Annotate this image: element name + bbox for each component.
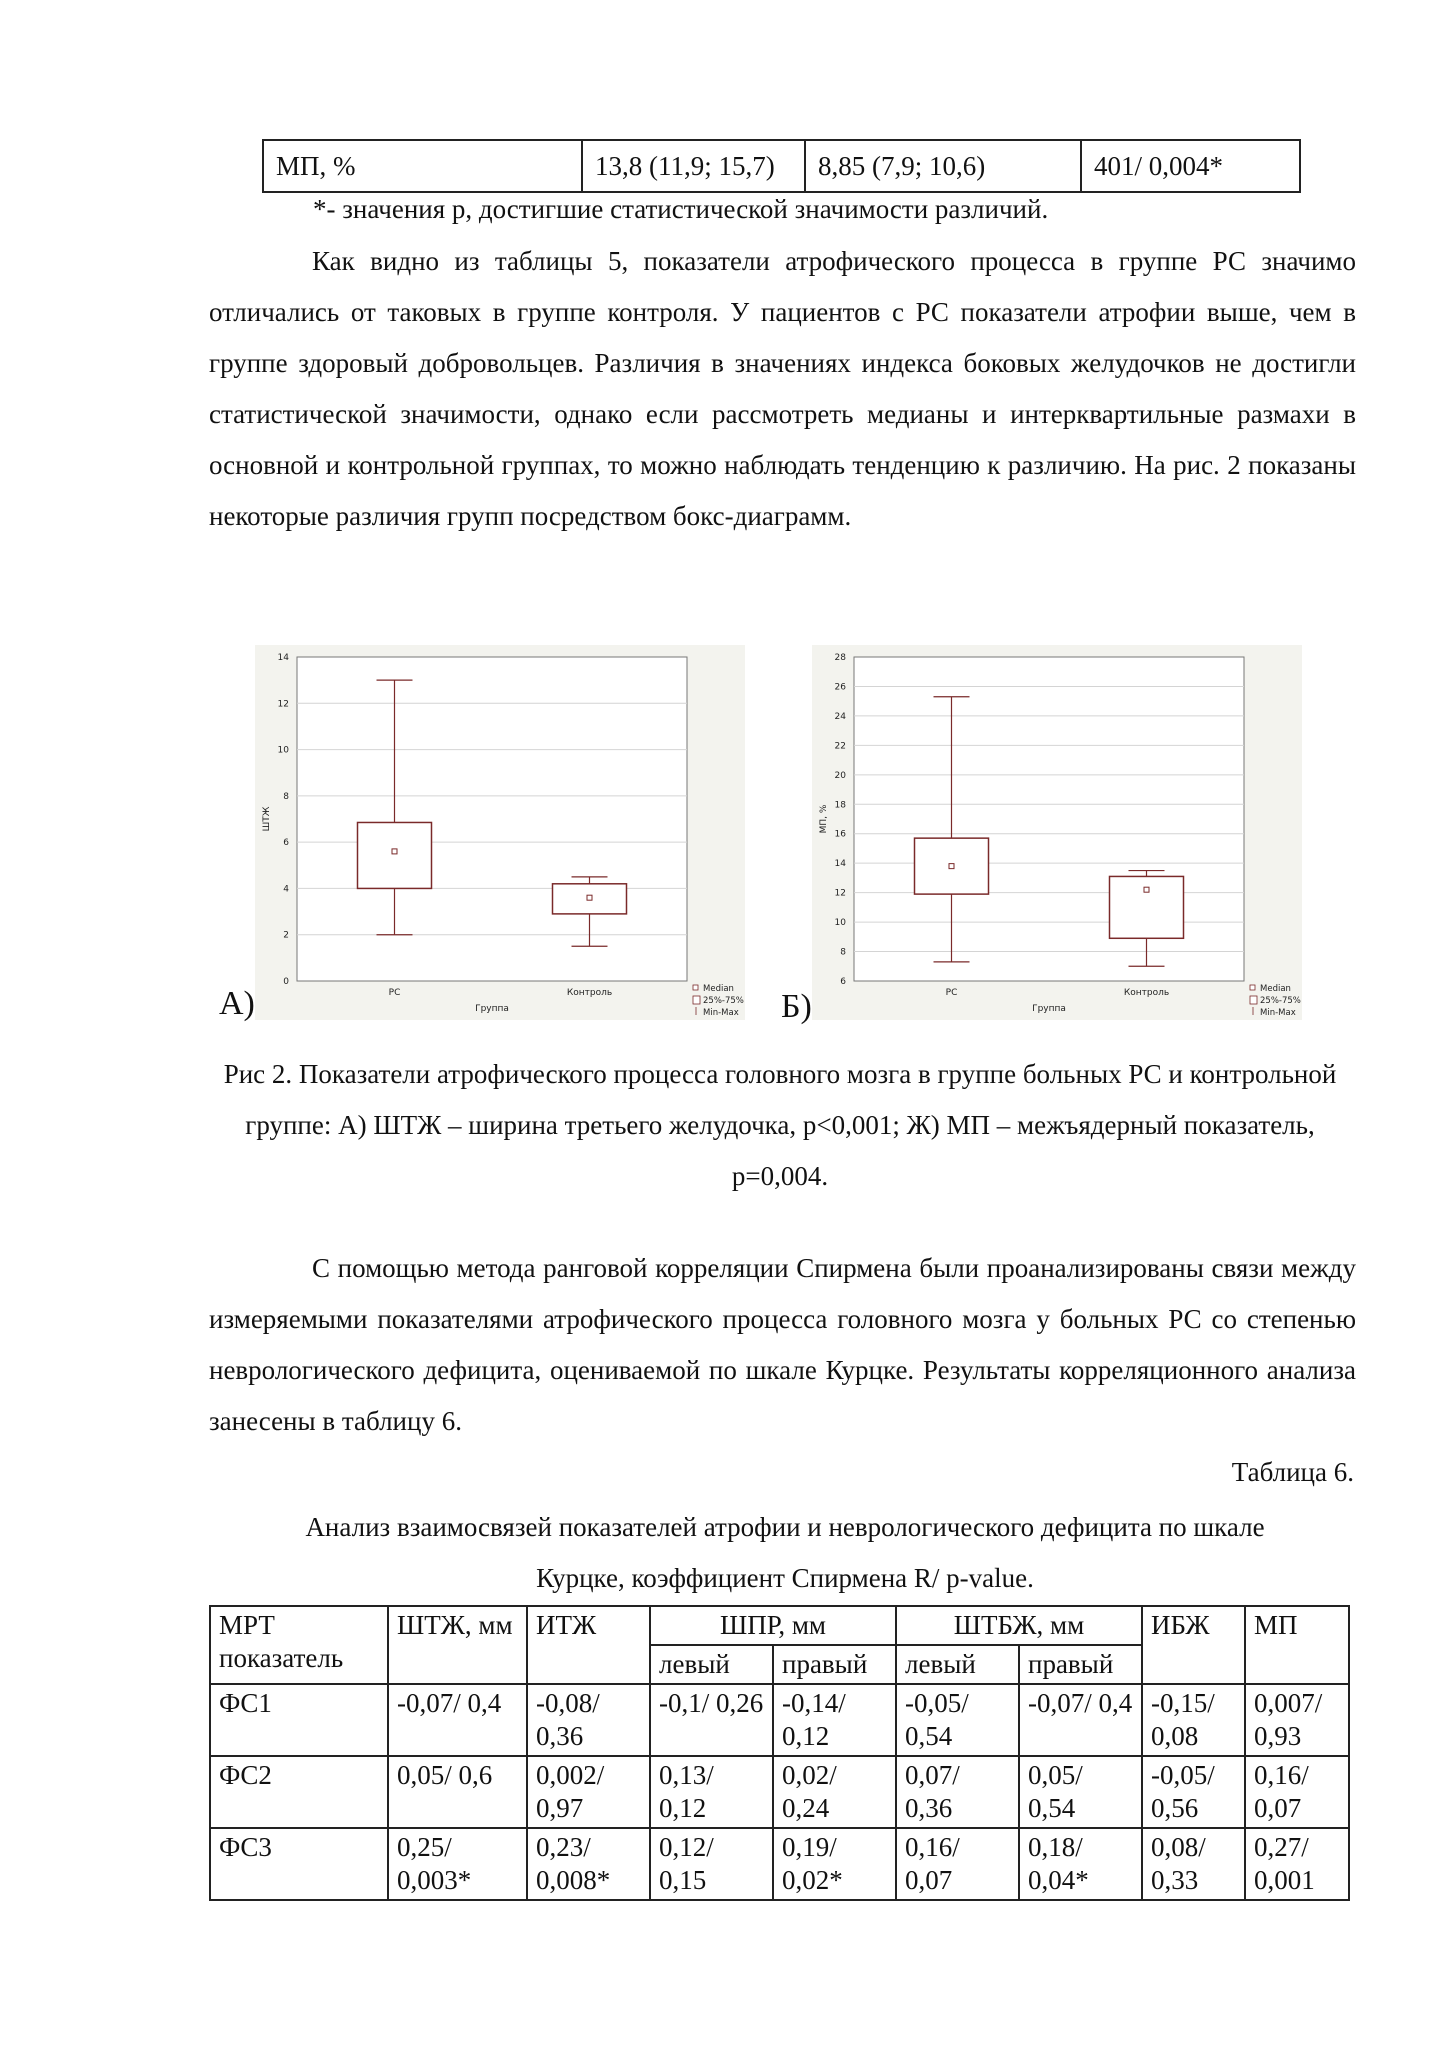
header-itzh: ИТЖ [527,1606,650,1684]
table5-last-row [262,139,1301,193]
figure-panel-a [255,645,745,1020]
legend-iqr: 25%-75% [1260,996,1301,1006]
header-ibzh: ИБЖ [1142,1606,1245,1684]
table-body [210,1684,1349,1900]
plot-area [854,657,1244,981]
table-cell: -0,05/ 0,56 [1142,1756,1245,1828]
row-label: ФС1 [210,1684,388,1756]
median-marker [949,864,954,869]
panel-a-label: А) [219,985,255,1022]
y-tick-label: 24 [834,711,846,722]
median-marker [587,895,592,900]
header-mp: МП [1245,1606,1349,1684]
table-row [210,1756,1349,1828]
y-tick-label: 4 [283,884,289,895]
iqr-box [1110,876,1184,938]
y-tick-label: 6 [840,977,846,987]
y-axis-label: МП, % [819,804,829,834]
table-cell: 0,05/ 0,54 [1019,1756,1142,1828]
table-number: Таблица 6. [1231,1457,1354,1487]
paragraph-1-text: Как видно из таблицы 5, показатели атрофического процесса в группе РС значимо отличались от таковых в группе контроля. У пациентов с РС показатели атрофии выше, чем в группе здоровый добровольцев. Различия в значениях индекса боковых желудочков не достигли статистической значимости, однако если рассмотреть медианы и интерквартильные размахи в основной и контрольной группах, то можно наблюдать тенденцию к различию. На рис. 2 показаны некоторые различия групп посредством бокс-диаграмм. [209,246,1356,531]
median-marker [392,849,397,854]
legend-iqr: 25%-75% [703,996,744,1006]
legend-iqr-swatch [693,996,700,1004]
x-tick-label: Контроль [566,988,613,998]
y-tick-label: 10 [834,918,846,929]
x-tick-label: РС [945,988,958,998]
x-axis-label: Группа [475,1004,509,1014]
y-tick-label: 26 [834,682,846,693]
figure-panel-b [812,645,1302,1020]
legend-minmax: Min-Max [1260,1008,1296,1018]
table-cell: -0,07/ 0,4 [1019,1684,1142,1756]
y-tick-label: 14 [834,859,846,870]
row-label: ФС2 [210,1756,388,1828]
table-cell: 0,05/ 0,6 [388,1756,527,1828]
panel-b-label: Б) [781,988,812,1025]
table-cell: 0,19/ 0,02* [773,1828,896,1900]
y-tick-label: 2 [283,930,289,941]
y-tick-label: 12 [277,699,289,710]
header-shtbzh: ШТБЖ, мм [896,1606,1142,1645]
y-tick-label: 18 [834,800,846,811]
table-cell: -0,15/ 0,08 [1142,1684,1245,1756]
y-tick-label: 8 [283,791,289,802]
legend-iqr-swatch [1250,996,1257,1004]
legend-minmax: Min-Max [703,1008,739,1018]
paragraph-1 [209,236,1356,542]
table-cell: 0,18/ 0,04* [1019,1828,1142,1900]
legend-median-swatch [1250,985,1255,990]
figure-caption: Рис 2. Показатели атрофического процесса головного мозга в группе больных РС и контрольной группе: А) ШТЖ – ширина третьего желудочка, р<0,001; Ж) МП – межъядерный показатель, р=0,004. [223,1059,1337,1191]
y-tick-label: 28 [834,653,846,663]
y-tick-label: 6 [283,838,289,849]
table-cell: 13,8 (11,9; 15,7) [582,140,805,192]
boxplot-chart-b [812,645,1302,1020]
legend-median: Median [1260,984,1291,994]
table-footnote: *- значения р, достигшие статистической значимости различий. [313,194,1049,224]
plot-area [297,657,687,981]
table-cell: 0,25/ 0,003* [388,1828,527,1900]
table-title: Анализ взаимосвязей показателей атрофии и неврологического дефицита по шкале Курцке, коэффициент Спирмена R/ p-value. [305,1512,1265,1593]
table-cell: 0,07/ 0,36 [896,1756,1019,1828]
x-tick-label: Контроль [1123,988,1170,998]
table-cell: 0,002/ 0,97 [527,1756,650,1828]
y-tick-label: 14 [277,653,289,663]
boxplot-chart-a [255,645,745,1020]
y-axis-label: ШТЖ [262,806,272,832]
y-tick-label: 8 [840,947,846,958]
iqr-box [358,822,432,888]
y-tick-label: 0 [283,977,289,987]
header-shtbzh-left: левый [896,1645,1019,1684]
table-cell: 0,12/ 0,15 [650,1828,773,1900]
table-cell: 0,13/ 0,12 [650,1756,773,1828]
legend-median-swatch [693,985,698,990]
table-cell: -0,14/ 0,12 [773,1684,896,1756]
median-marker [1144,887,1149,892]
table-row [210,1828,1349,1900]
legend-median: Median [703,984,734,994]
table-cell: 0,16/ 0,07 [896,1828,1019,1900]
paragraph-2-text: С помощью метода ранговой корреляции Спирмена были проанализированы связи между измеряемыми показателями атрофического процесса головного мозга у больных РС со степенью неврологического дефицита, оцениваемой по шкале Курцке. Результаты корреляционного анализа занесены в таблицу 6. [209,1253,1356,1436]
table-cell: 401/ 0,004* [1081,140,1300,192]
table-cell: -0,07/ 0,4 [388,1684,527,1756]
header-shpr: ШПР, мм [650,1606,896,1645]
paragraph-2 [209,1243,1356,1447]
table-row [210,1684,1349,1756]
header-shpr-left: левый [650,1645,773,1684]
table-cell: МП, % [263,140,582,192]
table-cell: 0,02/ 0,24 [773,1756,896,1828]
table-cell: 0,007/ 0,93 [1245,1684,1349,1756]
table-cell: -0,1/ 0,26 [650,1684,773,1756]
x-axis-label: Группа [1032,1004,1066,1014]
table-cell: -0,05/ 0,54 [896,1684,1019,1756]
y-tick-label: 22 [834,741,846,752]
y-tick-label: 16 [834,829,846,840]
table-cell: 0,27/ 0,001 [1245,1828,1349,1900]
row-label: ФС3 [210,1828,388,1900]
table-header-row [210,1606,1349,1645]
table-row [263,140,1300,192]
header-shtbzh-right: правый [1019,1645,1142,1684]
table-cell: 8,85 (7,9; 10,6) [805,140,1081,192]
header-mrt: МРТ показатель [210,1606,388,1684]
y-tick-label: 12 [834,888,846,899]
x-tick-label: РС [388,988,401,998]
correlation-table [209,1605,1350,1901]
header-shpr-right: правый [773,1645,896,1684]
y-tick-label: 10 [277,745,289,756]
table-cell: 0,23/ 0,008* [527,1828,650,1900]
header-shtzh: ШТЖ, мм [388,1606,527,1684]
y-tick-label: 20 [834,770,846,781]
table-cell: -0,08/ 0,36 [527,1684,650,1756]
table-cell: 0,08/ 0,33 [1142,1828,1245,1900]
table-cell: 0,16/ 0,07 [1245,1756,1349,1828]
